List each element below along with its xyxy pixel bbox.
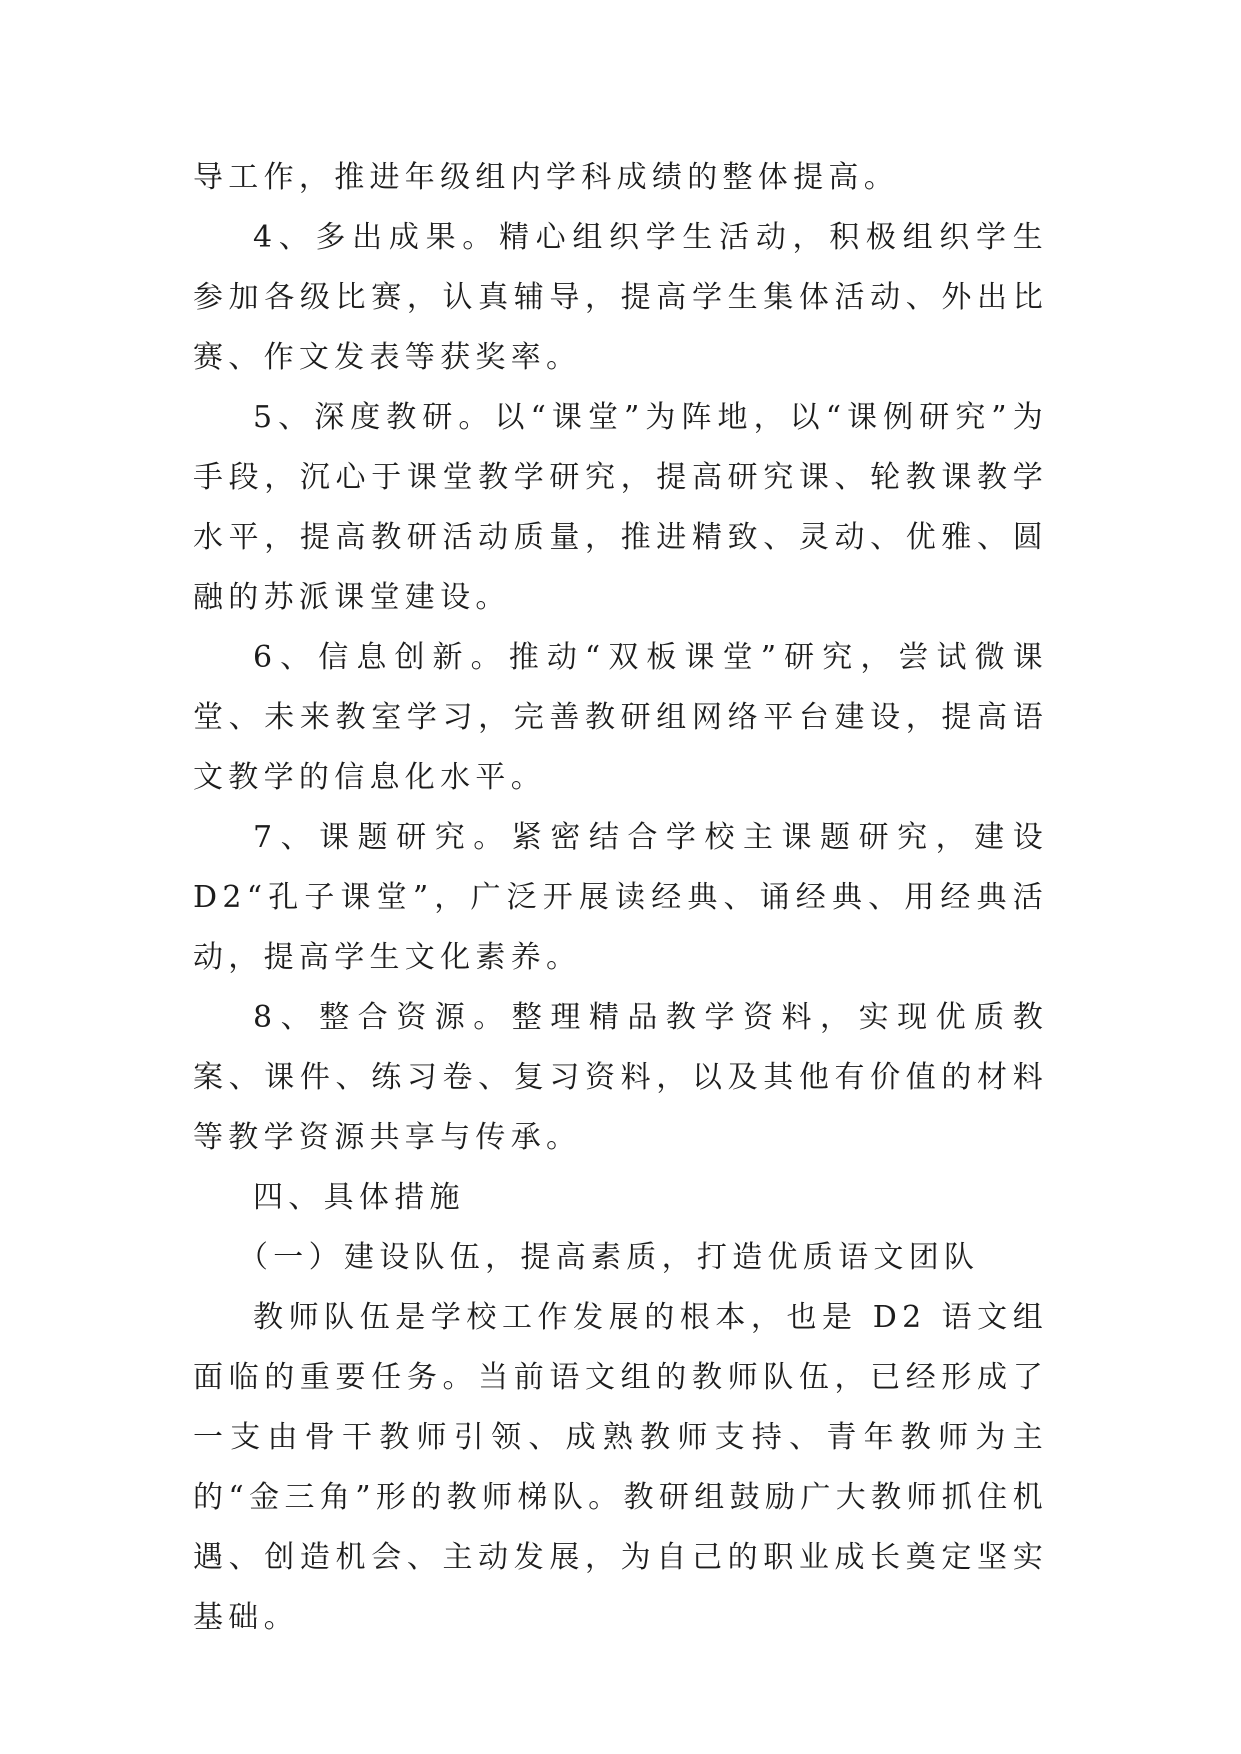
paragraph-item-7: 7、课题研究。紧密结合学校主课题研究，建设 D2“孔子课堂”，广泛开展读经典、诵经典、用经典活动，提高学生文化素养。 — [193, 820, 1049, 975]
paragraph-item-4: 4、多出成果。精心组织学生活动，积极组织学生参加各级比赛，认真辅导，提高学生集体活动、外出比赛、作文发表等获奖率。 — [193, 220, 1048, 375]
document-body — [193, 148, 1048, 1648]
paragraph-item-6: 6、信息创新。推动“双板课堂”研究，尝试微课堂、未来教室学习，完善教研组网络平台建设，提高语文教学的信息化水平。 — [193, 640, 1048, 795]
section-heading: 四、具体措施 — [253, 1180, 465, 1215]
subsection-heading: （一）建设队伍，提高素质，打造优质语文团队 — [238, 1240, 980, 1275]
paragraph-item-5: 5、深度教研。以“课堂”为阵地，以“课例研究”为手段，沉心于课堂教学研究，提高研究课、轮教课教学水平，提高教研活动质量，推进精致、灵动、优雅、圆融的苏派课堂建设。 — [193, 400, 1048, 615]
paragraph-item-8: 8、整合资源。整理精品教学资料，实现优质教案、课件、练习卷、复习资料，以及其他有价值的材料等教学资源共享与传承。 — [193, 1000, 1048, 1155]
paragraph-continuation: 导工作，推进年级组内学科成绩的整体提高。 — [193, 160, 899, 195]
paragraph-body: 教师队伍是学校工作发展的根本，也是 D2 语文组面临的重要任务。当前语文组的教师队伍，已经形成了一支由骨干教师引领、成熟教师支持、青年教师为主的“金三角”形的教师梯队。教研组鼓励广大教师抓住机遇、创造机会、主动发展，为自己的职业成长奠定坚实基础。 — [193, 1300, 1048, 1635]
